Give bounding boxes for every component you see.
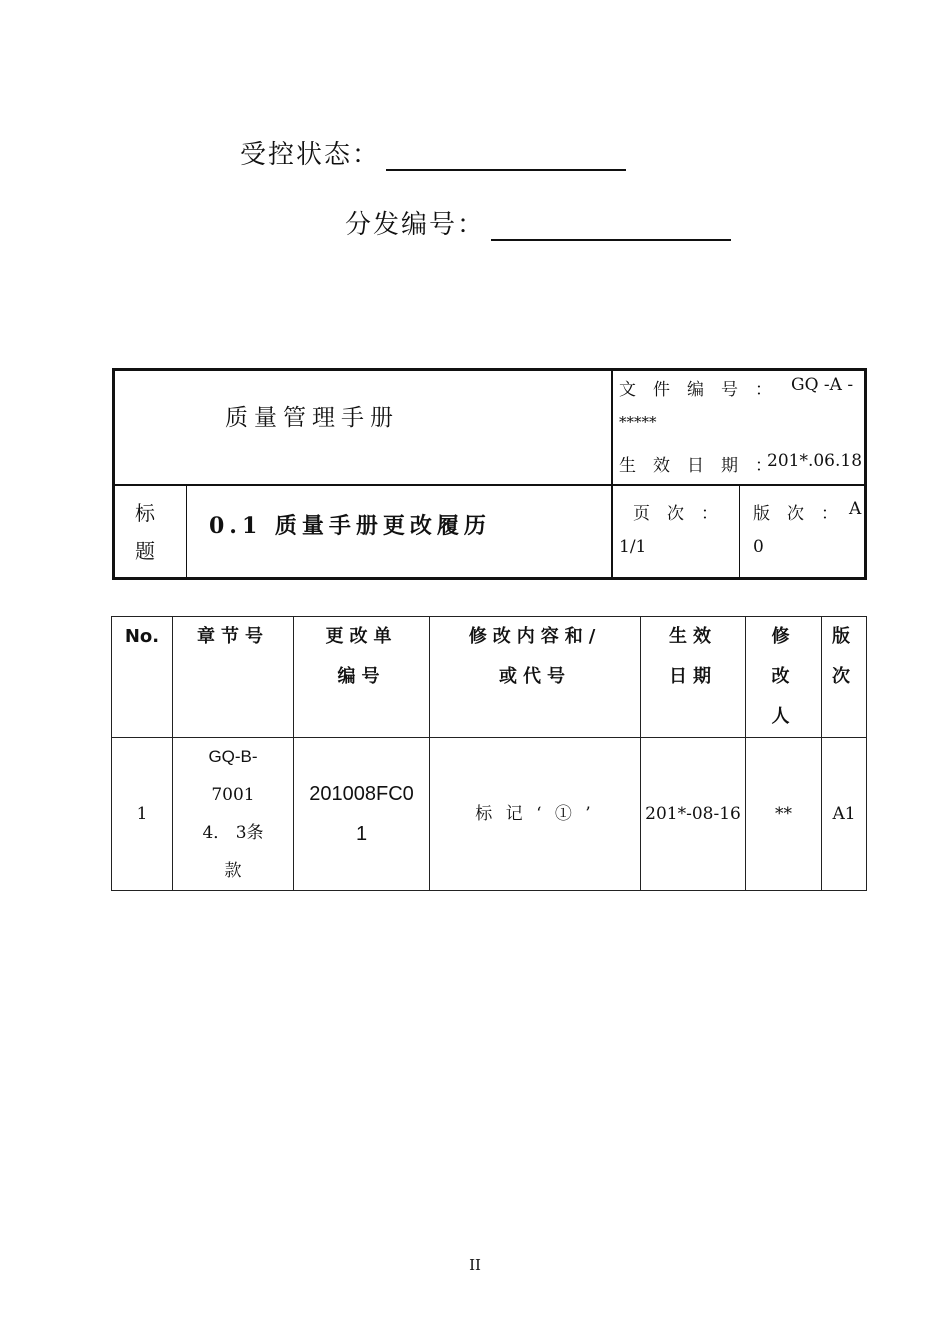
controlled-status-blank	[386, 143, 626, 171]
controlled-status-field	[240, 134, 626, 171]
table-row	[112, 738, 867, 891]
cell-chapter: GQ-B- 7001 4． 3条 款	[173, 738, 294, 891]
cell-version: A1	[822, 738, 867, 891]
version-number: 0	[753, 537, 764, 557]
cell-date: 201*-08-16	[641, 738, 746, 891]
divider	[611, 371, 613, 577]
doc-number-value: GQ -A -	[791, 375, 854, 395]
divider	[739, 484, 740, 580]
header-chapter: 章节号	[173, 617, 294, 738]
table-header-row	[112, 617, 867, 738]
cell-modifier: **	[746, 738, 822, 891]
header-version: 版 次	[822, 617, 867, 738]
header-change-order: 更改单 编号	[294, 617, 430, 738]
controlled-status-label: 受控状态：	[240, 140, 381, 170]
header-no: No.	[112, 617, 173, 738]
version-label: 版 次 ：	[753, 504, 838, 524]
header-effective-date: 生效 日期	[641, 617, 746, 738]
cell-change-order: 201008FC0 1	[294, 738, 430, 891]
page-value: 1/1	[619, 537, 647, 557]
version-letter: A	[849, 499, 862, 519]
section-title: 0.1 质量手册更改履历	[209, 513, 491, 539]
cell-content: 标 记 ‘ ① ’	[430, 738, 641, 891]
divider	[186, 484, 187, 580]
distribution-number-label: 分发编号：	[345, 210, 486, 240]
manual-title: 质量管理手册	[225, 405, 399, 431]
doc-number-stars: *****	[619, 413, 657, 431]
effective-date-label: 生 效 日 期 ：	[619, 456, 772, 476]
header-content: 修改内容和/ 或代号	[430, 617, 641, 738]
revision-history-table	[111, 616, 867, 891]
doc-number-label: 文 件 编 号 ：	[619, 380, 772, 400]
document-header-box	[112, 368, 867, 580]
title-label: 标	[135, 501, 155, 525]
effective-date-value: 201*.06.18	[767, 451, 863, 471]
page-number: II	[469, 1256, 481, 1274]
title-label: 题	[135, 539, 155, 563]
header-modifier: 修 改 人	[746, 617, 822, 738]
distribution-number-field	[345, 204, 731, 241]
divider	[115, 484, 864, 486]
page-label: 页 次 ：	[633, 504, 718, 524]
distribution-number-blank	[491, 213, 731, 241]
cell-no: 1	[112, 738, 173, 891]
